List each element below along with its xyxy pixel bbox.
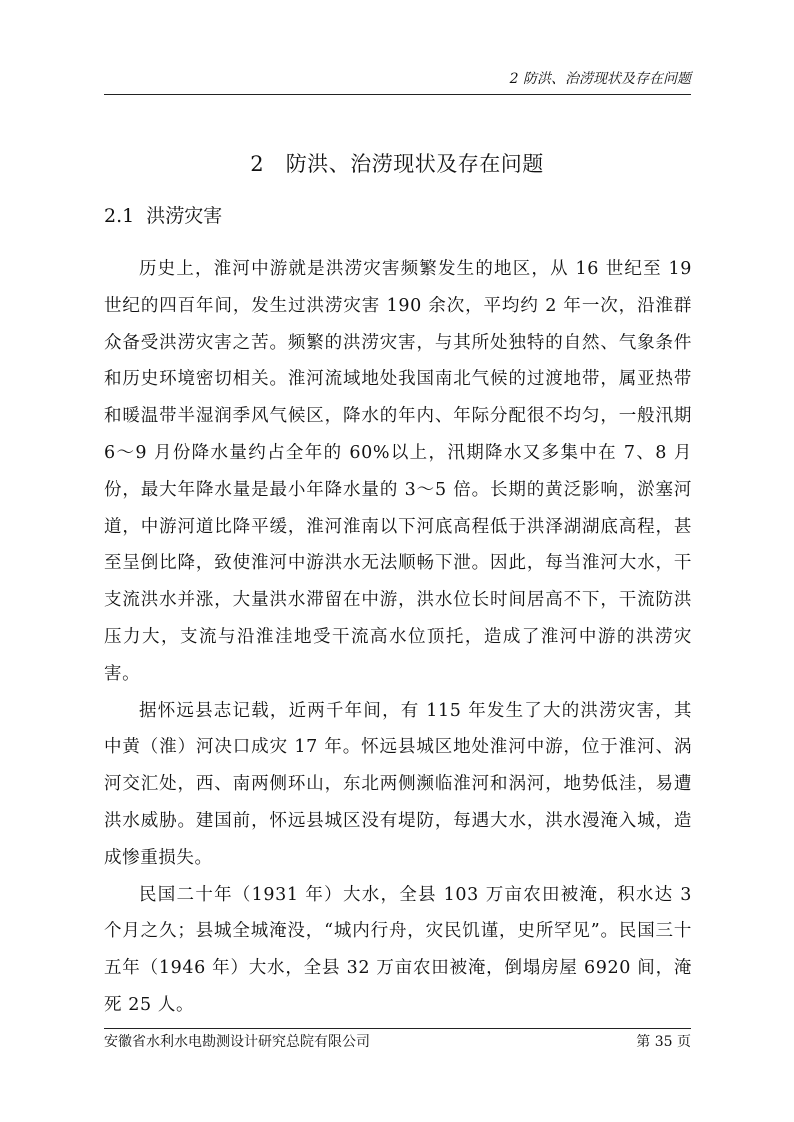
paragraph: 历史上，淮河中游就是洪涝灾害频繁发生的地区，从 16 世纪至 19 世纪的四百年间，发生过洪涝灾害 190 余次，平均约 2 年一次，沿淮群众备受洪涝灾害之苦。频繁的洪涝灾害，与其所处独特的自然、气象条件和历史环境密切相关。淮河流域地处我国南北气候的过渡地带，属亚热带和暖温带半湿润季风气候区，降水的年内、年际分配很不均匀，一般汛期 6～9 月份降水量约占全年的 60%以上，汛期降水又多集中在 7、8 月份，最大年降水量是最小年降水量的 3～5 倍。长期的黄泛影响，淤塞河道，中游河道比降平缓，淮河淮南以下河底高程低于洪泽湖湖底高程，甚至呈倒比降，致使淮河中游洪水无法顺畅下泄。因此，每当淮河大水，干支流洪水并涨，大量洪水滞留在中游，洪水位长时间居高不下，干流防洪压力大，支流与沿淮洼地受干流高水位顶托，造成了淮河中游的洪涝灾害。 (104, 259, 692, 684)
paragraph: 据怀远县志记载，近两千年间，有 115 年发生了大的洪涝灾害，其中黄（淮）河决口成灾 17 年。怀远县城区地处淮河中游，位于淮河、涡河交汇处，西、南两侧环山，东北两侧濒临淮河和涡河，地势低洼，易遭洪水威胁。建国前，怀远县城区没有堤防，每遇大水，洪水漫淹入城，造成惨重损失。 (104, 700, 692, 868)
chapter-number: 2 (250, 152, 265, 176)
body-text (104, 251, 692, 1024)
running-header-title: 2 防洪、治涝现状及存在问题 (509, 71, 691, 87)
section-number: 2.1 (104, 205, 135, 227)
running-footer (104, 1028, 691, 1052)
section-title-text: 洪涝灾害 (146, 205, 223, 227)
chapter-title (0, 148, 794, 180)
paragraph: 民国二十年（1931 年）大水，全县 103 万亩农田被淹，积水达 3 个月之久；县城全城淹没，“城内行舟，灾民饥谨，史所罕见”。民国三十五年（1946 年）大水，全县 32 万亩农田被淹，倒塌房屋 6920 间，淹死 25 人。 (104, 884, 692, 1015)
section-heading (104, 201, 222, 231)
running-header (104, 68, 691, 95)
footer-organization: 安徽省水利水电勘测设计研究总院有限公司 (104, 1034, 370, 1050)
chapter-title-text: 防洪、治涝现状及存在问题 (285, 152, 544, 176)
page-number: 第 35 页 (636, 1034, 691, 1050)
